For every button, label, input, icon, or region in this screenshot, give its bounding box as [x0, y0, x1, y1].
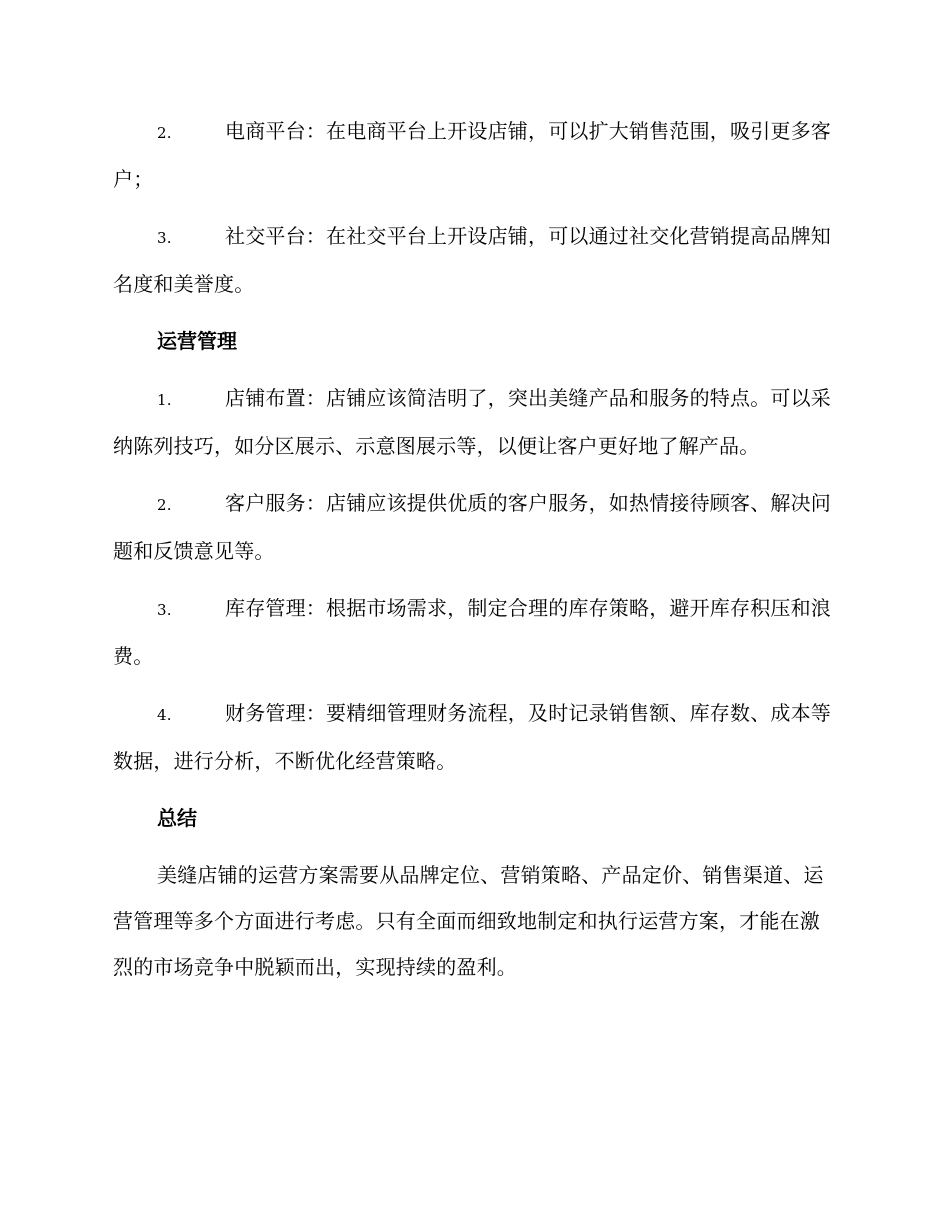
section-heading-operations: 运营管理 — [157, 329, 237, 353]
list-item-number: 4. — [157, 706, 172, 724]
list-item-number: 2. — [157, 496, 172, 514]
list-item-text: 店铺布置：店铺应该简洁明了，突出美缝产品和服务的特点。可以采纳陈列技巧，如分区展示、示意图展示等，以便让客户更好地了解产品。 — [113, 386, 831, 458]
list-item-number: 3. — [157, 229, 172, 247]
list-item — [113, 690, 837, 784]
list-item-text: 社交平台：在社交平台上开设店铺，可以通过社交化营销提高品牌知名度和美誉度。 — [113, 224, 831, 296]
list-item-number: 2. — [157, 124, 172, 142]
list-item-text: 客户服务：店铺应该提供优质的客户服务，如热情接待顾客、解决问题和反馈意见等。 — [113, 491, 831, 563]
list-item — [113, 213, 837, 307]
list-item — [113, 585, 837, 679]
list-item — [113, 480, 837, 574]
list-item-text: 财务管理：要精细管理财务流程，及时记录销售额、库存数、成本等数据，进行分析，不断优化经营策略。 — [113, 701, 831, 773]
section-heading-summary: 总结 — [157, 806, 197, 830]
list-item — [113, 108, 837, 202]
list-item-number: 3. — [157, 601, 172, 619]
summary-paragraph: 美缝店铺的运营方案需要从品牌定位、营销策略、产品定价、销售渠道、运营管理等多个方面进行考虑。只有全面而细致地制定和执行运营方案，才能在激烈的市场竞争中脱颖而出，实现持续的盈利。 — [113, 863, 824, 979]
list-item-text: 库存管理：根据市场需求，制定合理的库存策略，避开库存积压和浪费。 — [113, 596, 831, 668]
list-item — [113, 375, 837, 469]
list-item-text: 电商平台：在电商平台上开设店铺，可以扩大销售范围，吸引更多客户； — [113, 119, 831, 191]
document-body — [113, 108, 837, 1001]
list-item-number: 1. — [157, 391, 172, 409]
